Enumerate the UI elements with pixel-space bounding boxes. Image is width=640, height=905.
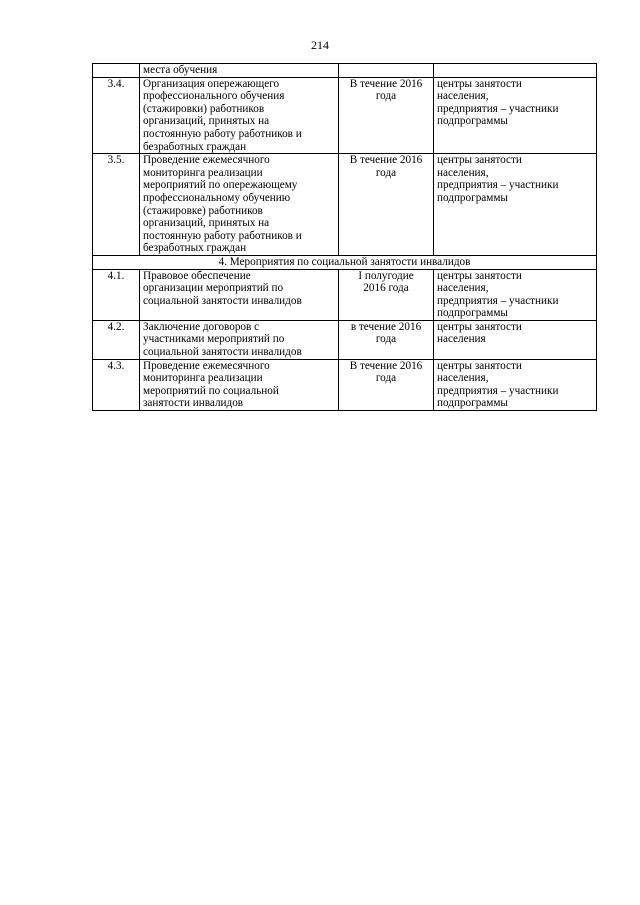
text-line: Проведение ежемесячного	[143, 154, 270, 167]
text-line: организации мероприятий по	[143, 282, 284, 295]
cell-measure-name	[140, 154, 339, 256]
text-line: мероприятий по социальной	[143, 384, 279, 397]
text-line: населения,	[437, 372, 489, 385]
text-line: населения,	[437, 282, 489, 295]
text-line: постоянную работу работников и	[143, 229, 302, 242]
section-heading-row	[93, 255, 597, 269]
text-line: профессионального обучения	[143, 90, 285, 103]
text-line: организаций, принятых на	[143, 217, 270, 230]
text-line: предприятия – участники	[437, 179, 559, 192]
text-line: населения,	[437, 90, 489, 103]
text-line: центры занятости	[437, 77, 522, 90]
cell-measure-name	[140, 320, 339, 359]
table-row	[93, 320, 597, 359]
text-line: Правовое обеспечение	[143, 269, 251, 282]
text-line: года	[375, 90, 397, 103]
cell-term	[339, 359, 434, 410]
cell-term	[339, 154, 434, 256]
cell-term	[339, 64, 434, 78]
text-line: В течение 2016	[349, 77, 423, 90]
cell-term	[339, 269, 434, 320]
text-line: предприятия – участники	[437, 102, 559, 115]
cell-term	[339, 77, 434, 154]
text-line: мониторинга реализации	[143, 166, 263, 179]
text-line: подпрограммы	[437, 307, 508, 320]
text-line: профессиональному обучению	[143, 191, 291, 204]
text-line: мониторинга реализации	[143, 372, 263, 385]
text-line: В течение 2016	[349, 154, 423, 167]
cell-responsible	[434, 77, 597, 154]
text-line: места обучения	[143, 64, 218, 76]
text-line: безработных граждан	[143, 242, 247, 255]
text-line: социальной занятости инвалидов	[143, 346, 302, 359]
text-line: населения	[437, 333, 486, 346]
text-line: безработных граждан	[143, 140, 247, 153]
text-line: подпрограммы	[437, 397, 508, 410]
table-row	[93, 359, 597, 410]
table-row-continuation	[93, 64, 597, 78]
text-line: предприятия – участники	[437, 384, 559, 397]
text-line: центры занятости	[437, 154, 522, 167]
text-line: подпрограммы	[437, 115, 508, 128]
cell-number	[93, 64, 140, 78]
cell-number: 3.5.	[93, 154, 140, 256]
cell-responsible	[434, 320, 597, 359]
cell-responsible	[434, 64, 597, 78]
text-line: года	[375, 372, 397, 385]
text-line: мероприятий по опережающему	[143, 179, 298, 192]
cell-responsible	[434, 154, 597, 256]
text-line: I полугодие	[358, 269, 414, 282]
text-line: В течение 2016	[349, 359, 423, 372]
cell-measure-name	[140, 269, 339, 320]
cell-number: 4.3.	[93, 359, 140, 410]
section-title: 4. Мероприятия по социальной занятости инвалидов	[93, 255, 597, 269]
cell-measure-name	[140, 64, 339, 78]
table-row	[93, 269, 597, 320]
text-line: Проведение ежемесячного	[143, 359, 270, 372]
measures-table	[92, 63, 597, 411]
cell-measure-name	[140, 77, 339, 154]
text-line: центры занятости	[437, 269, 522, 282]
text-line: постоянную работу работников и	[143, 127, 302, 140]
text-line: организаций, принятых на	[143, 115, 270, 128]
text-line: года	[375, 166, 397, 179]
text-line: занятости инвалидов	[143, 397, 244, 410]
text-line: участниками мероприятий по	[143, 333, 285, 346]
cell-number: 4.2.	[93, 320, 140, 359]
text-line: Организация опережающего	[143, 77, 280, 90]
text-line: (стажировки) работников	[143, 102, 265, 115]
text-line: центры занятости	[437, 359, 522, 372]
table-row	[93, 154, 597, 256]
cell-responsible	[434, 269, 597, 320]
text-line: в течение 2016	[350, 320, 422, 333]
cell-number: 4.1.	[93, 269, 140, 320]
cell-measure-name	[140, 359, 339, 410]
text-line: социальной занятости инвалидов	[143, 294, 302, 307]
table-row	[93, 77, 597, 154]
cell-term	[339, 320, 434, 359]
page-number: 214	[311, 38, 329, 52]
text-line: предприятия – участники	[437, 294, 559, 307]
text-line: подпрограммы	[437, 191, 508, 204]
cell-responsible	[434, 359, 597, 410]
cell-number: 3.4.	[93, 77, 140, 154]
text-line: (стажировке) работников	[143, 204, 263, 217]
text-line: центры занятости	[437, 320, 522, 333]
text-line: года	[375, 333, 397, 346]
text-line: населения,	[437, 166, 489, 179]
text-line: 2016 года	[363, 282, 409, 295]
text-line: Заключение договоров с	[143, 320, 260, 333]
